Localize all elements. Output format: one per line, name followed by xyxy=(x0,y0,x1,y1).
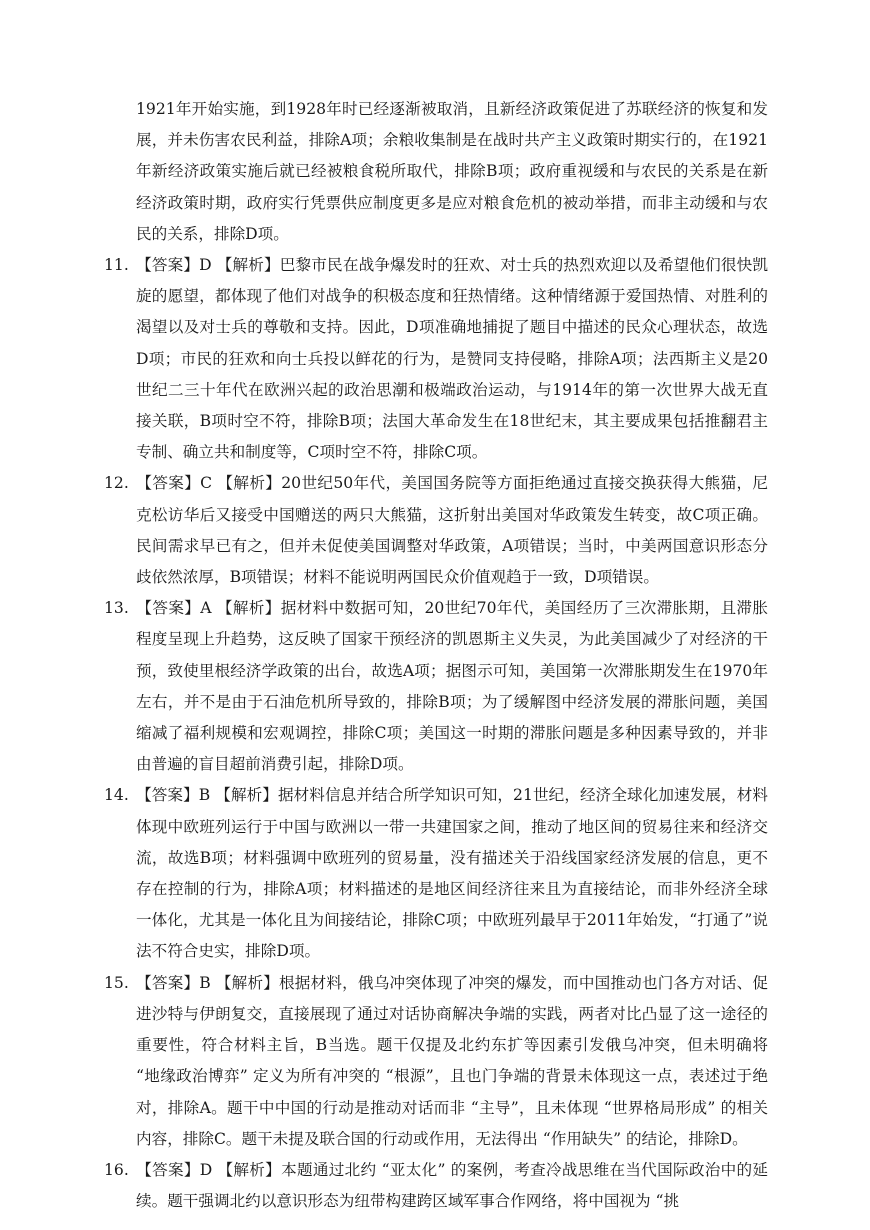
item-text: 【答案】C 【解析】20世纪50年代，美国国务院等方面拒绝通过直接交换获得大熊猫，尼克松访华后又接受中国赠送的两只大熊猫，这折射出美国对华政策发生转变，故C项正确。民间需求早已有之，但并未促使美国调整对华政策，A项错误；当时，中美两国意识形态分歧依然浓厚，B项错误；材料不能说明两国民众价值观趋于一致，D项错误。 xyxy=(136,474,768,587)
answer-item-15 xyxy=(104,968,768,1155)
item-number: 16. xyxy=(104,1160,129,1179)
item-text: 【答案】D 【解析】巴黎市民在战争爆发时的狂欢、对士兵的热烈欢迎以及希望他们很快凯旋的愿望，都体现了他们对战争的积极态度和狂热情绪。这种情绪源于爱国热情、对胜利的渴望以及对士兵的尊敬和支持。因此，D项准确地捕捉了题目中描述的民众心理状态，故选D项；市民的狂欢和向士兵投以鲜花的行为，是赞同支持侵略，排除A项；法西斯主义是20世纪二三十年代在欧洲兴起的政治思潮和极端政治运动，与1914年的第一次世界大战无直接关联，B项时空不符，排除B项；法国大革命发生在18世纪末，其主要成果包括推翻君主专制、确立共和制度等，C项时空不符，排除C项。 xyxy=(136,256,768,462)
answer-item-16 xyxy=(104,1155,768,1217)
item-text: 【答案】B 【解析】根据材料，俄乌冲突体现了冲突的爆发，而中国推动也门各方对话、促进沙特与伊朗复交，直接展现了通过对话协商解决争端的实践，两者对比凸显了这一途径的重要性，符合材料主旨，B当选。题干仅提及北约东扩等因素引发俄乌冲突，但未明确将 “地缘政治博弈” 定义为所有冲突的 “根源”，且也门争端的背景未体现这一点，表述过于绝对，排除A。题干中中国的行动是推动对话而非 “主导”，且未体现 “世界格局形成” 的相关内容，排除C。题干未提及联合国的行动或作用，无法得出 “作用缺失” 的结论，排除D。 xyxy=(136,973,768,1148)
item-number: 13. xyxy=(104,599,129,618)
answer-item-14 xyxy=(104,780,768,967)
item-text: 【答案】D 【解析】本题通过北约 “亚太化” 的案例，考查冷战思维在当代国际政治中的延续。题干强调北约以意识形态为纽带构建跨区域军事合作网络，将中国视为 “挑 xyxy=(136,1160,768,1211)
item-text: 【答案】A 【解析】据材料中数据可知，20世纪70年代，美国经历了三次滞胀期，且滞胀程度呈现上升趋势，这反映了国家干预经济的凯恩斯主义失灵，为此美国减少了对经济的干预，致使里根经济学政策的出台，故选A项；据图示可知，美国第一次滞胀期发生在1970年左右，并不是由于石油危机所导致的，排除B项；为了缓解图中经济发展的滞胀问题，美国缩减了福利规模和宏观调控，排除C项；美国这一时期的滞胀问题是多种因素导致的，并非由普遍的盲目超前消费引起，排除D项。 xyxy=(136,599,768,774)
item-number: 15. xyxy=(104,973,129,992)
item-number: 14. xyxy=(104,786,129,805)
answer-item-12 xyxy=(104,468,768,593)
answer-item-11 xyxy=(104,250,768,468)
item-text: 【答案】B 【解析】据材料信息并结合所学知识可知，21世纪，经济全球化加速发展，材料体现中欧班列运行于中国与欧洲以一带一共建国家之间，推动了地区间的贸易往来和经济交流，故选B项；材料强调中欧班列的贸易量，没有描述关于沿线国家经济发展的信息，更不存在控制的行为，排除A项；材料描述的是地区间经济往来且为直接结论，而非外经济全球一体化，尤其是一体化且为间接结论，排除C项；中欧班列最早于2011年始发，“打通了”说法不符合史实，排除D项。 xyxy=(136,786,768,961)
document-page xyxy=(104,94,768,1217)
continuation-paragraph: 1921年开始实施，到1928年时已经逐渐被取消，且新经济政策促进了苏联经济的恢复和发展，并未伤害农民利益，排除A项；余粮收集制是在战时共产主义政策时期实行的，在1921年新经济政策实施后就已经被粮食税所取代，排除B项；政府重视缓和与农民的关系是在新经济政策时期，政府实行凭票供应制度更多是应对粮食危机的被动举措，而非主动缓和与农民的关系，排除D项。 xyxy=(136,100,768,243)
item-number: 12. xyxy=(104,474,129,493)
answer-item-13 xyxy=(104,593,768,780)
item-number: 11. xyxy=(104,256,129,275)
